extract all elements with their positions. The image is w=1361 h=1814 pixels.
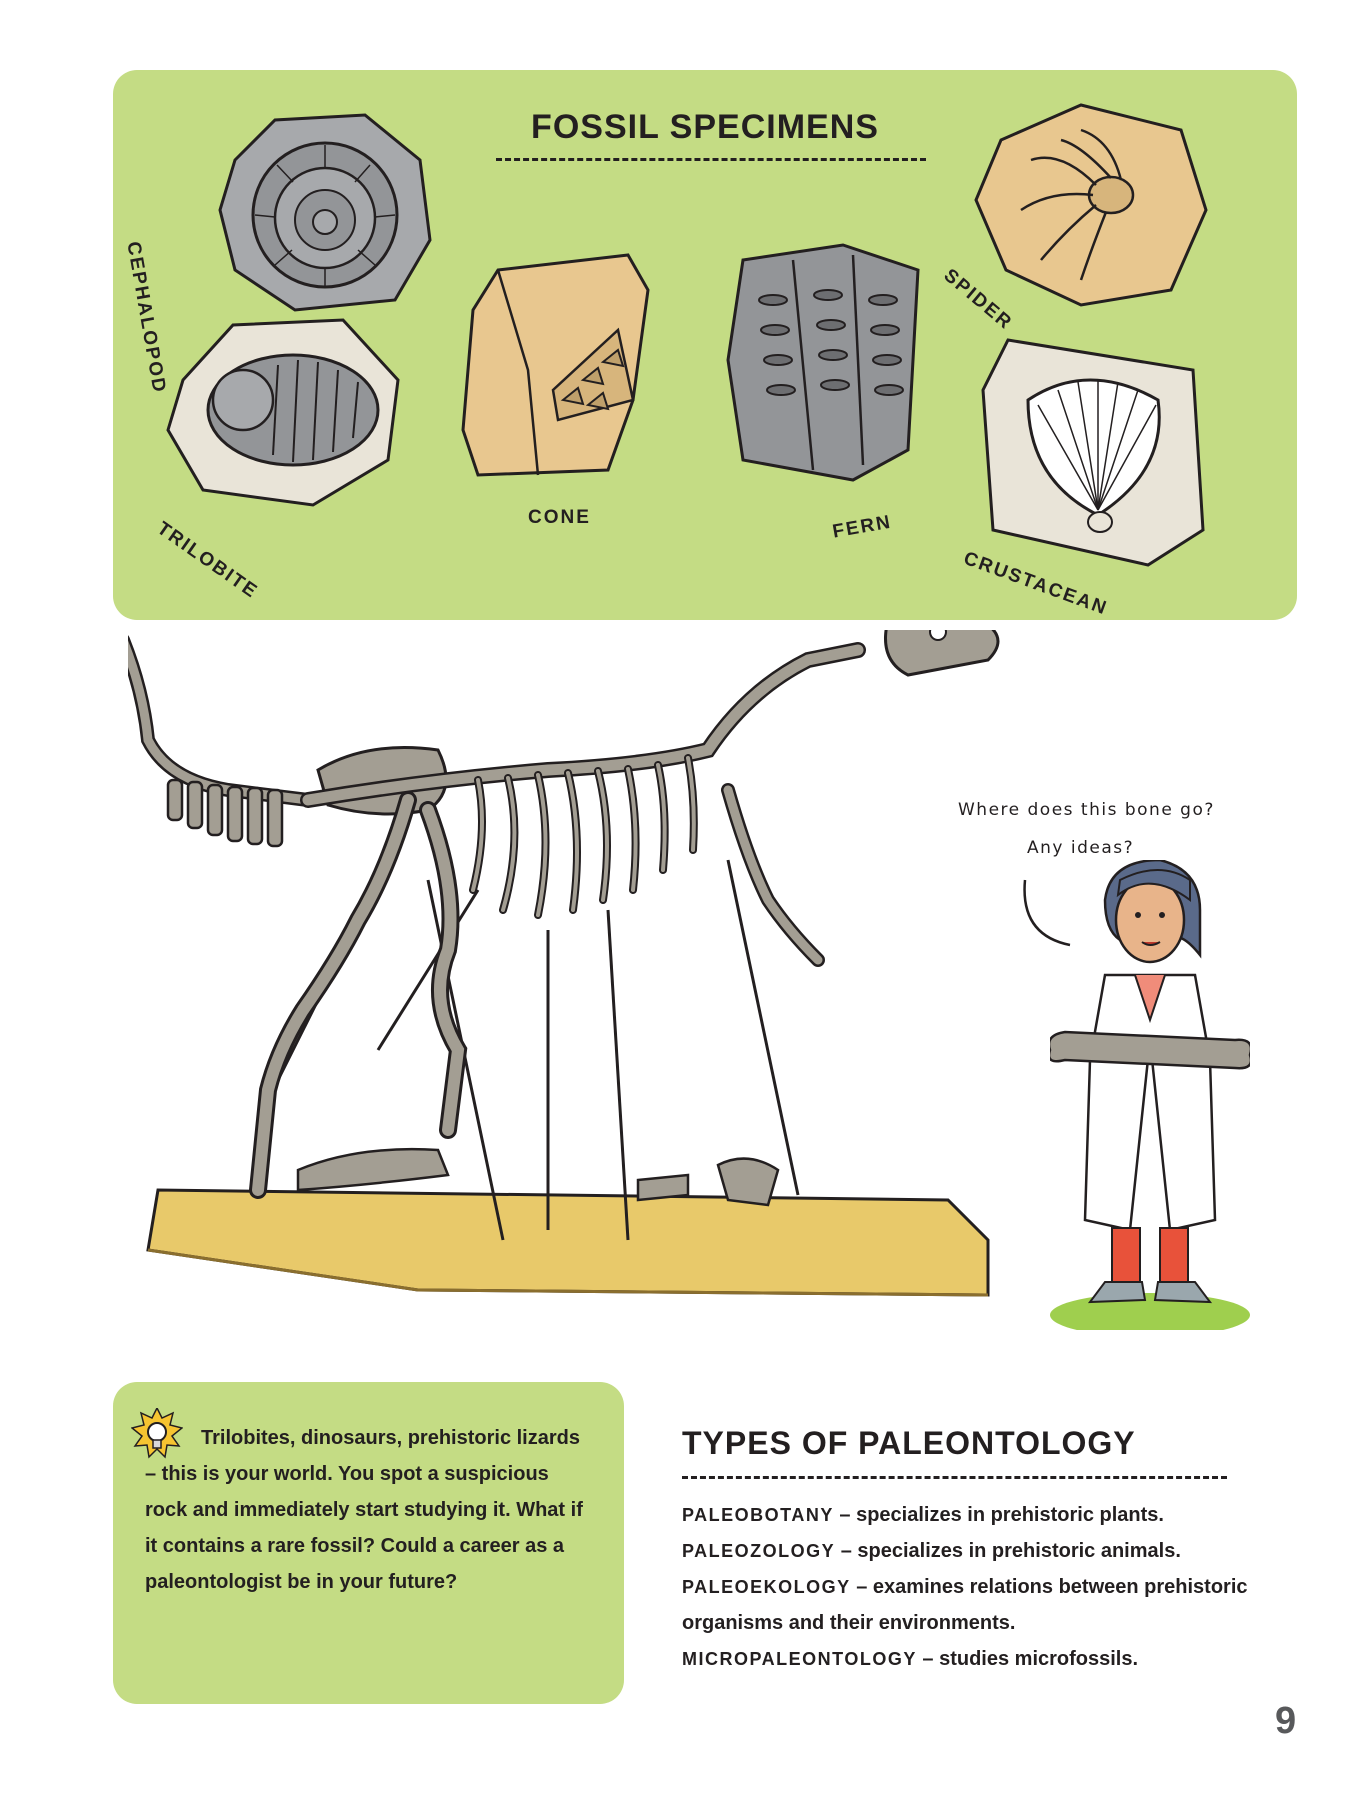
page-number: 9	[1275, 1700, 1297, 1742]
types-item	[682, 1569, 1262, 1641]
spider-label: SPIDER	[939, 265, 1017, 335]
cephalopod-fossil-illustration	[205, 100, 435, 315]
cone-fossil-illustration	[458, 250, 658, 490]
types-term: PALEOZOLOGY	[682, 1541, 836, 1561]
spider-fossil-illustration	[971, 100, 1211, 310]
crustacean-label: CRUSTACEAN	[960, 548, 1111, 620]
paleontologist-illustration	[1050, 860, 1250, 1330]
fossil-specimens-title: FOSSIL SPECIMENS	[531, 108, 879, 146]
cephalopod-label: CEPHALOPOD	[122, 240, 170, 396]
types-item	[682, 1641, 1262, 1677]
types-item	[682, 1497, 1262, 1533]
types-desc: – specializes in prehistoric plants.	[833, 1504, 1164, 1526]
types-term: MICROPALEONTOLOGY	[682, 1649, 917, 1669]
types-title: TYPES OF PALEONTOLOGY	[682, 1425, 1136, 1461]
types-desc: – examines relations between prehistoric organisms and their environments.	[682, 1576, 1248, 1634]
types-item	[682, 1533, 1262, 1569]
types-dashed-rule	[682, 1476, 1227, 1479]
speech-line-2: Any ideas?	[1027, 838, 1135, 858]
crustacean-fossil-illustration	[978, 330, 1208, 570]
tip-text: Trilobites, dinosaurs, prehistoric lizards – this is your world. You spot a suspicious rock and immediately start studying it. What if it contains a rare fossil? Could a career as a paleontologist be in your future?	[145, 1427, 583, 1593]
types-term: PALEOEKOLOGY	[682, 1577, 851, 1597]
speech-line-1: Where does this bone go?	[958, 800, 1215, 820]
fern-label: FERN	[831, 511, 894, 543]
cone-label: CONE	[528, 507, 591, 528]
title-dashed-rule	[496, 158, 926, 161]
types-desc: – studies microfossils.	[916, 1648, 1139, 1670]
types-term: PALEOBOTANY	[682, 1505, 834, 1525]
types-list	[682, 1497, 1262, 1677]
types-desc: – specializes in prehistoric animals.	[835, 1540, 1181, 1562]
fossil-specimens-panel	[113, 70, 1297, 620]
dinosaur-skeleton-illustration	[128, 630, 1008, 1320]
trilobite-label: TRILOBITE	[152, 518, 262, 604]
fern-fossil-illustration	[723, 240, 923, 490]
tip-panel	[113, 1382, 624, 1704]
trilobite-fossil-illustration	[163, 310, 403, 510]
